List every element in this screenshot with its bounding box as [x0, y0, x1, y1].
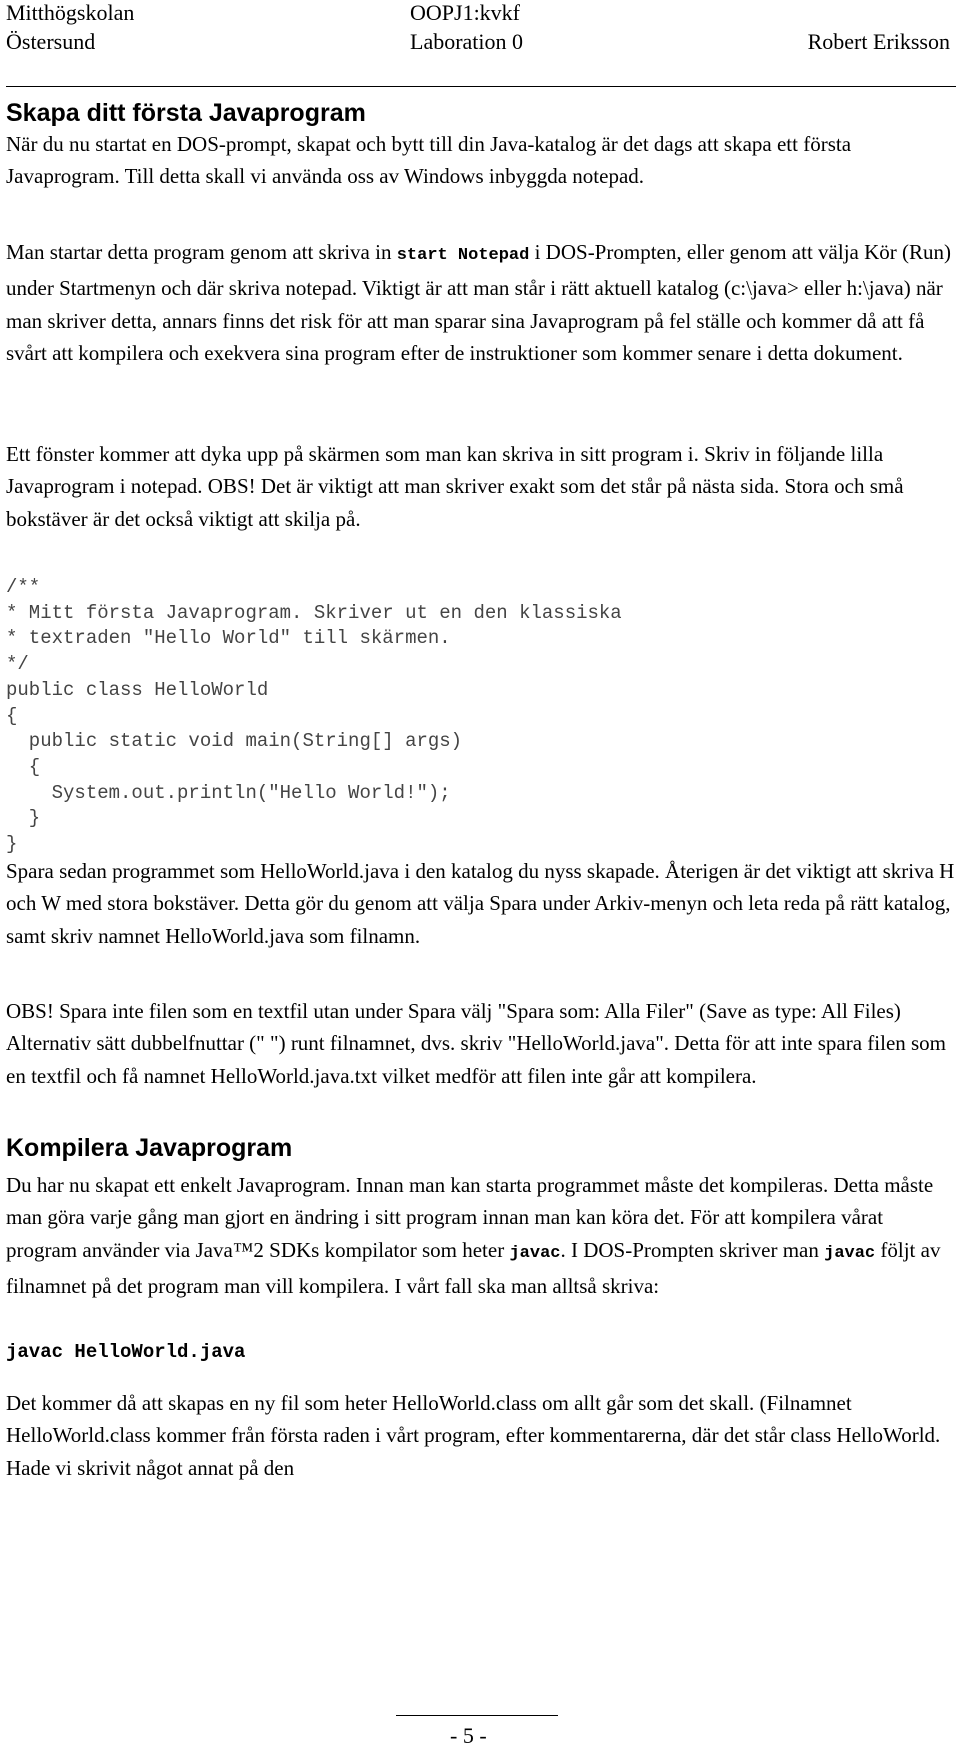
section-heading-first-program: Skapa ditt första Javaprogram [6, 99, 366, 127]
command-javac-helloworld: javac HelloWorld.java [6, 1341, 246, 1363]
inline-code-javac: javac [824, 1243, 876, 1263]
inline-code-start-notepad: start Notepad [396, 246, 530, 265]
header-location: Östersund [6, 29, 96, 54]
header-lab-title: Laboration 0 [410, 29, 524, 54]
paragraph-window-instructions: Ett fönster kommer att dyka upp på skärmen som man kan skriva in sitt program i. Skriv in följande lilla Javaprogram i notepad. OBS! Det är viktigt att man skriver exakt som det står på nästa sida. Stora och små bokstäver är det också viktigt att skilja på. [6, 442, 904, 531]
paragraph-compile-intro [6, 1169, 956, 1302]
page-number: - 5 - [450, 1723, 487, 1748]
paragraph-text: i DOS-Prompten, eller genom att välja Kör (Run) under Startmenyn och där skriva notepad. Viktigt är att man står i rätt aktuell katalog (c:\java> eller h:\java) när man skriver detta, annars finns det risk för att man sparar sina Javaprogram på fel ställe och kommer då att få svårt att kompilera och exekvera sina program efter de instruktioner som kommer senare i detta dokument. [6, 240, 952, 365]
paragraph-class-file: Det kommer då att skapas en ny fil som heter HelloWorld.class om allt går som det skall. (Filnamnet HelloWorld.class kommer från första raden i vårt program, efter kommentarerna, där det står class HelloWorld. Hade vi skrivit något annat på den [6, 1391, 941, 1480]
paragraph-text: . I DOS-Prompten skriver man [560, 1237, 825, 1262]
paragraph-start-notepad [6, 236, 956, 369]
paragraph-text: Man startar detta program genom att skriva in [6, 240, 397, 264]
header-course-code: OOPJ1:kvkf [410, 0, 521, 25]
footer-rule [396, 1715, 558, 1716]
inline-code-javac: javac [509, 1243, 561, 1263]
paragraph-text: Du har nu skapat ett enkelt Javaprogram. Innan man kan starta programmet måste det kompileras. Detta måste man göra varje gång man gjort en ändring i sitt program innan man kan köra det. För att kompilera vårat program använder via Java™2 SDKs kompilator som heter [6, 1173, 934, 1262]
paragraph-intro: När du nu startat en DOS-prompt, skapat och bytt till din Java-katalog är det dags att skapa ett första Javaprogram. Till detta skall vi använda oss av Windows inbyggda notepad. [6, 132, 852, 189]
header-author: Robert Eriksson [807, 29, 950, 54]
code-block-helloworld: /** * Mitt första Javaprogram. Skriver ut en den klassiska * textraden "Hello World" till skärmen. */ public class HelloWorld { public static void main(String[] args) { System.out.println("Hello World!"); } } [6, 576, 622, 856]
header-institution: Mitthögskolan [6, 0, 135, 25]
paragraph-text: följt av filnamnet på det program man vill kompilera. I vårt fall ska man alltså skriva: [6, 1237, 941, 1298]
section-heading-compile: Kompilera Javaprogram [6, 1134, 293, 1162]
paragraph-save-file: Spara sedan programmet som HelloWorld.java i den katalog du nyss skapade. Återigen är det viktigt att skriva H och W med stora bokstäver. Detta gör du genom att välja Spara under Arkiv-menyn och leta reda på rätt katalog, samt skriv namnet HelloWorld.java som filnamn. [6, 859, 955, 948]
paragraph-obs-save-as: OBS! Spara inte filen som en textfil utan under Spara välj "Spara som: Alla Filer" (Save as type: All Files) Alternativ sätt dubbelfnuttar (" ") runt filnamnet, dvs. skriv "HelloWorld.java". Detta för att inte spara filen som en textfil och få namnet HelloWorld.java.txt vilket medför att filen inte går att kompilera. [6, 999, 947, 1088]
header-rule [6, 86, 956, 87]
